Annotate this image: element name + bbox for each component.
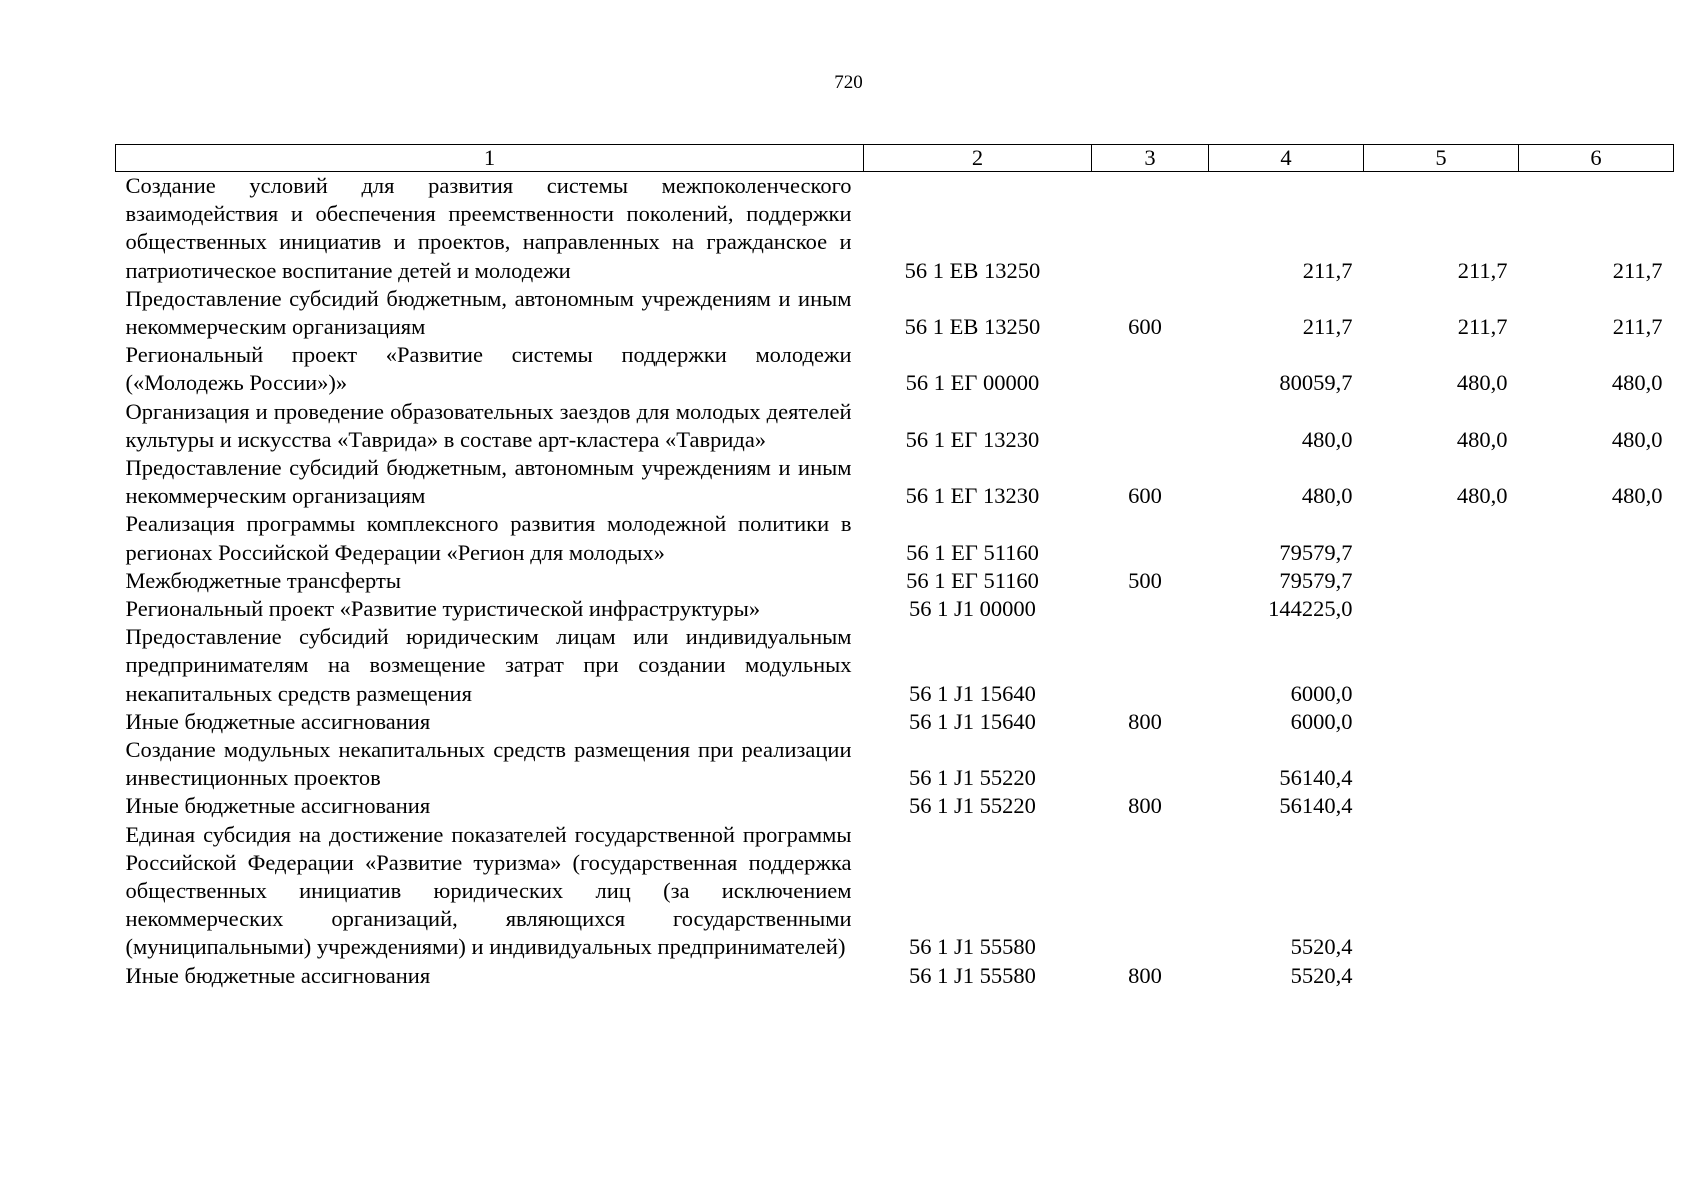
row-value-3: [1519, 708, 1674, 736]
row-code: 56 1 ЕГ 13230: [905, 483, 1040, 509]
row-value-3: [1519, 962, 1674, 990]
row-expense-type: [1092, 510, 1209, 566]
row-value-1: 211,7: [1302, 314, 1353, 340]
row-code: 56 1 J1 55580: [909, 934, 1036, 960]
row-expense-type: 600: [1128, 483, 1162, 509]
row-value-1: 79579,7: [1279, 539, 1353, 565]
row-value-2: [1364, 708, 1519, 736]
row-expense-type: [1092, 172, 1209, 285]
row-code: 56 1 J1 55220: [909, 793, 1036, 819]
table-row: [116, 736, 1674, 792]
row-code: 56 1 ЕГ 51160: [906, 567, 1039, 593]
header-row: [116, 145, 1674, 172]
row-value-3: 480,0: [1611, 370, 1663, 396]
row-value-2: [1364, 567, 1519, 595]
row-name: Предоставление субсидий юридическим лицам или индивидуальным предпринимателям на возмещение затрат при создании модульных некапитальных средств размещения: [125, 624, 852, 706]
row-name: Иные бюджетные ассигнования: [125, 962, 431, 988]
table-row: [116, 595, 1674, 623]
row-value-2: [1364, 962, 1519, 990]
header-col-5: 5: [1364, 145, 1519, 172]
row-value-1: 211,7: [1302, 257, 1353, 283]
row-code: 56 1 ЕВ 13250: [904, 314, 1041, 340]
row-value-1: 6000,0: [1290, 680, 1353, 706]
row-value-1: 144225,0: [1268, 596, 1353, 622]
table-row: [116, 623, 1674, 708]
row-expense-type: [1092, 398, 1209, 454]
row-value-3: [1519, 595, 1674, 623]
table-row: [116, 567, 1674, 595]
header-col-3: 3: [1092, 145, 1209, 172]
row-code: 56 1 ЕГ 13230: [905, 426, 1040, 452]
row-expense-type: [1092, 821, 1209, 962]
row-value-2: [1364, 595, 1519, 623]
table-row: [116, 708, 1674, 736]
row-code: 56 1 J1 00000: [909, 596, 1036, 622]
budget-table: [115, 144, 1674, 990]
row-expense-type: 800: [1128, 708, 1162, 734]
header-col-2: 2: [864, 145, 1092, 172]
table-row: [116, 454, 1674, 510]
row-code: 56 1 ЕВ 13250: [904, 257, 1041, 283]
row-expense-type: 600: [1128, 314, 1162, 340]
table-row: [116, 792, 1674, 820]
row-value-3: [1519, 623, 1674, 708]
row-value-3: [1519, 567, 1674, 595]
row-value-2: [1364, 736, 1519, 792]
header-col-1: 1: [116, 145, 864, 172]
table-row: [116, 285, 1674, 341]
row-code: 56 1 ЕГ 51160: [906, 539, 1039, 565]
row-code: 56 1 J1 55580: [909, 962, 1036, 988]
row-value-3: [1519, 736, 1674, 792]
row-name: Региональный проект «Развитие туристической инфраструктуры»: [125, 596, 761, 622]
row-code: 56 1 J1 15640: [909, 680, 1036, 706]
row-value-2: 480,0: [1456, 426, 1508, 452]
row-expense-type: 800: [1128, 962, 1162, 988]
row-value-1: 56140,4: [1279, 765, 1353, 791]
row-expense-type: 800: [1128, 793, 1162, 819]
row-value-2: [1364, 792, 1519, 820]
row-name: Предоставление субсидий бюджетным, автономным учреждениям и иным некоммерческим организациям: [125, 455, 852, 509]
row-value-3: [1519, 792, 1674, 820]
table-row: [116, 821, 1674, 962]
header-col-6: 6: [1519, 145, 1674, 172]
row-value-3: 480,0: [1611, 426, 1663, 452]
row-value-2: [1364, 510, 1519, 566]
page-number: 720: [834, 72, 863, 93]
table-row: [116, 172, 1674, 285]
table-row: [116, 962, 1674, 990]
row-expense-type: [1092, 341, 1209, 397]
row-code: 56 1 J1 55220: [909, 765, 1036, 791]
row-expense-type: [1092, 623, 1209, 708]
row-expense-type: [1092, 595, 1209, 623]
row-name: Реализация программы комплексного развития молодежной политики в регионах Российской Федерации «Регион для молодых»: [125, 511, 852, 565]
row-expense-type: 500: [1128, 567, 1162, 593]
row-value-3: 211,7: [1612, 314, 1663, 340]
row-value-1: 5520,4: [1290, 934, 1353, 960]
row-name: Предоставление субсидий бюджетным, автономным учреждениям и иным некоммерческим организациям: [125, 285, 852, 340]
row-name: Иные бюджетные ассигнования: [125, 708, 431, 734]
row-value-2: 211,7: [1457, 257, 1508, 283]
row-value-1: 56140,4: [1279, 793, 1353, 819]
row-value-1: 5520,4: [1290, 962, 1353, 988]
row-code: 56 1 ЕГ 00000: [905, 370, 1040, 396]
row-name: Организация и проведение образовательных заездов для молодых деятелей культуры и искусства «Таврида» в составе арт-кластера «Таврида»: [125, 398, 852, 452]
row-value-1: 79579,7: [1279, 567, 1353, 593]
row-value-2: 211,7: [1457, 314, 1508, 340]
row-name: Создание модульных некапитальных средств размещения при реализации инвестиционных проектов: [125, 737, 852, 791]
row-value-2: [1364, 821, 1519, 962]
row-value-3: [1519, 510, 1674, 566]
row-value-3: 211,7: [1612, 257, 1663, 283]
row-value-1: 480,0: [1301, 483, 1353, 509]
row-name: Межбюджетные трансферты: [125, 567, 401, 593]
table-row: [116, 398, 1674, 454]
table-row: [116, 341, 1674, 397]
header-col-4: 4: [1209, 145, 1364, 172]
table-body: [116, 172, 1674, 990]
row-name: Единая субсидия на достижение показателей государственной программы Российской Федерации «Развитие туризма» (государственная поддержка общественных инициатив юридических лиц (за исключением некоммерческих организаций, являющихся государственными (муниципальными) учреждениями) и индивидуальных предпринимателей): [125, 821, 852, 960]
row-value-1: 480,0: [1301, 426, 1353, 452]
row-value-2: 480,0: [1456, 370, 1508, 396]
row-code: 56 1 J1 15640: [909, 708, 1036, 734]
row-name: Создание условий для развития системы межпоколенческого взаимодействия и обеспечения преемственности поколений, поддержки общественных инициатив и проектов, направленных на гражданское и патриотическое воспитание детей и молодежи: [125, 173, 852, 283]
row-name: Иные бюджетные ассигнования: [125, 793, 431, 819]
row-value-3: [1519, 821, 1674, 962]
row-value-1: 80059,7: [1279, 370, 1353, 396]
row-expense-type: [1092, 736, 1209, 792]
row-value-2: 480,0: [1456, 483, 1508, 509]
row-value-3: 480,0: [1611, 483, 1663, 509]
row-value-2: [1364, 623, 1519, 708]
row-name: Региональный проект «Развитие системы поддержки молодежи («Молодежь России»)»: [125, 342, 852, 396]
table-row: [116, 510, 1674, 566]
row-value-1: 6000,0: [1290, 708, 1353, 734]
